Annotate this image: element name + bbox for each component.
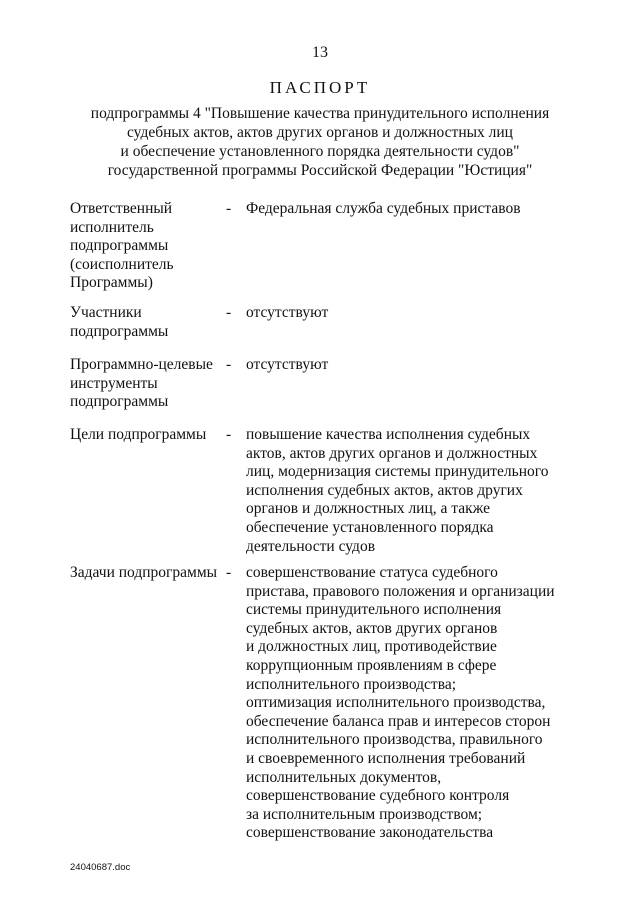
subtitle-line: судебных актов, актов других органов и должностных лиц (127, 124, 513, 141)
label-line: подпрограммы (70, 393, 169, 411)
value-line: системы принудительного исполнения (246, 601, 502, 619)
value-line: отсутствуют (246, 304, 329, 321)
value-line: оптимизация исполнительного производства, (246, 694, 546, 712)
label-line: Ответственный (70, 200, 173, 217)
value-line: исполнительного производства; (246, 675, 457, 693)
subtitle-line: подпрограммы 4 "Повышение качества принудительного исполнения (90, 105, 550, 122)
page-number: 13 (312, 44, 328, 61)
value-line: совершенствование статуса судебного (246, 564, 498, 581)
label-line: Программно-целевые (70, 356, 213, 373)
row-label (70, 426, 230, 445)
value-line: судебных актов, актов других органов (246, 619, 498, 637)
row-value (246, 304, 566, 323)
value-line: и своевременного исполнения требований (246, 749, 526, 767)
value-line: повышение качества исполнения судебных (246, 426, 531, 443)
footer-filename: 24040687.doc (70, 862, 131, 873)
value-line: Федеральная служба судебных приставов (246, 200, 521, 217)
label-line: инструменты (70, 374, 158, 392)
row-dash: - (226, 304, 232, 321)
value-line: коррупционным проявлениям в сфере (246, 656, 497, 674)
value-line: обеспечение баланса прав и интересов сторон (246, 712, 551, 730)
row-label (70, 304, 230, 341)
label-line: (соисполнитель (70, 255, 174, 273)
document-title: ПАСПОРТ (269, 78, 371, 97)
row-dash: - (226, 200, 232, 217)
row-dash: - (226, 426, 232, 443)
subtitle-line: государственной программы Российской Федерации "Юстиция" (107, 162, 533, 179)
value-line: актов, актов других органов и должностных (246, 444, 538, 462)
label-line: подпрограммы (70, 237, 169, 255)
value-line: и должностных лиц, противодействие (246, 638, 497, 656)
value-line: обеспечение установленного порядка (246, 518, 494, 536)
row-value (246, 200, 566, 219)
label-line: подпрограммы (70, 322, 169, 340)
value-line: исполнительных документов, (246, 768, 442, 786)
value-line: отсутствуют (246, 356, 329, 373)
value-line: исполнения судебных актов, актов других (246, 481, 523, 499)
value-line: деятельности судов (246, 537, 376, 555)
value-line: лиц, модернизация системы принудительного (246, 463, 549, 481)
value-line: совершенствование законодательства (246, 824, 494, 842)
value-line: совершенствование судебного контроля (246, 787, 510, 805)
value-line: пристава, правового положения и организации (246, 582, 555, 600)
value-line: за исполнительным производством; (246, 805, 483, 823)
row-label (70, 356, 230, 412)
label-line: исполнитель (70, 218, 154, 236)
row-dash: - (226, 564, 232, 581)
value-line: исполнительного производства, правильного (246, 731, 543, 749)
label-line: Программы) (70, 274, 153, 292)
label-line: Задачи подпрограммы (70, 564, 218, 581)
row-dash: - (226, 356, 232, 373)
row-label (70, 200, 230, 293)
subtitle-line: и обеспечение установленного порядка деятельности судов" (120, 143, 520, 160)
document-subtitle (60, 104, 580, 180)
row-value (246, 564, 566, 843)
row-value (246, 356, 566, 375)
row-value (246, 426, 566, 556)
row-label (70, 564, 230, 583)
label-line: Цели подпрограммы (70, 426, 207, 443)
label-line: Участники (70, 304, 142, 321)
value-line: органов и должностных лиц, а также (246, 500, 491, 518)
